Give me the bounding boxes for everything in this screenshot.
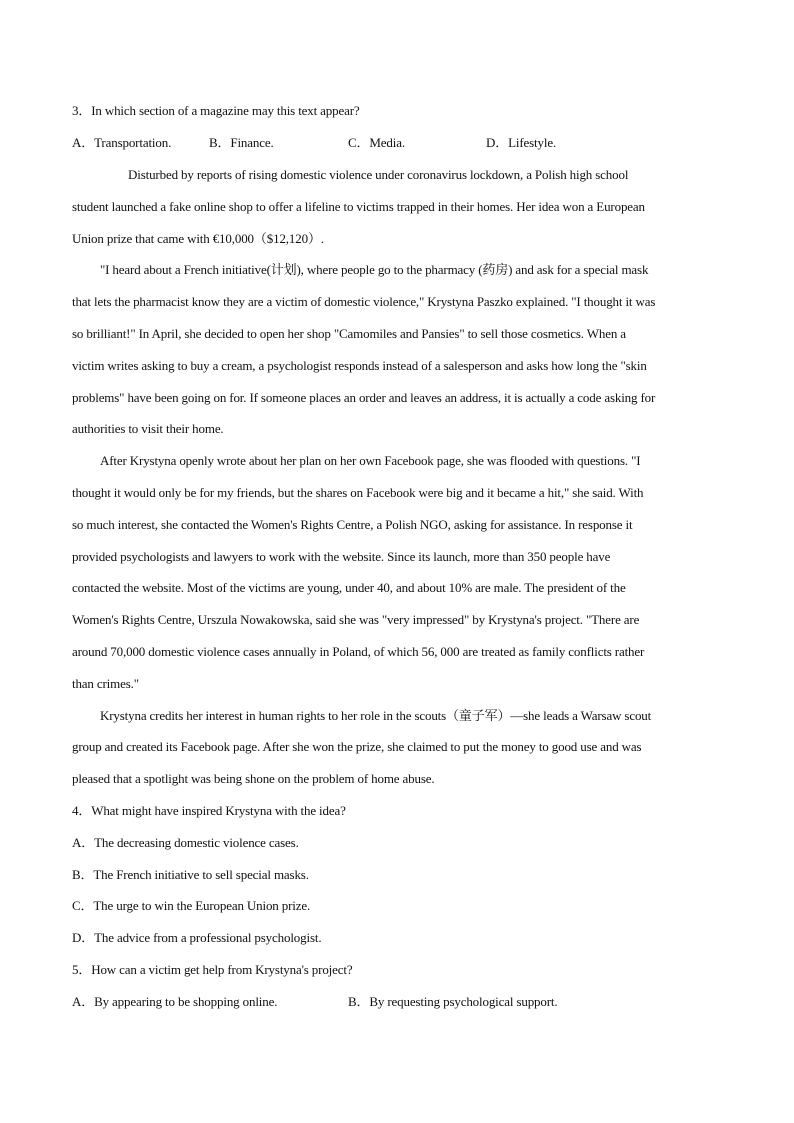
passage-p3-line: Women's Rights Centre, Urszula Nowakowska, said she was "very impressed" by Krystyna's project. "There are — [72, 612, 640, 627]
q3-option-c: C．Media. — [348, 135, 405, 150]
passage-p3-line: provided psychologists and lawyers to work with the website. Since its launch, more than 350 people have — [72, 549, 611, 564]
passage-p3-line: than crimes." — [72, 676, 139, 691]
passage-p4-line: pleased that a spotlight was being shone on the problem of home abuse. — [72, 771, 435, 786]
question-5-options — [72, 994, 722, 1010]
question-5: 5．How can a victim get help from Krystyna's project? — [72, 962, 353, 977]
passage-p3-line: After Krystyna openly wrote about her plan on her own Facebook page, she was flooded with questions. "I — [100, 453, 641, 468]
q3-option-a: A．Transportation. — [72, 135, 172, 150]
passage-p2-line: authorities to visit their home. — [72, 421, 224, 436]
passage-p3-line: so much interest, she contacted the Women's Rights Centre, a Polish NGO, asking for assistance. In response it — [72, 517, 633, 532]
question-3: 3．In which section of a magazine may this text appear? — [72, 103, 360, 118]
q5-option-a: A．By appearing to be shopping online. — [72, 994, 278, 1009]
passage-p4-line: Krystyna credits her interest in human rights to her role in the scouts（童子军）—she leads a Warsaw scout — [100, 708, 652, 723]
passage-p2-line: victim writes asking to buy a cream, a psychologist responds instead of a salesperson and asks how long the "skin — [72, 358, 647, 373]
q3-option-d: D．Lifestyle. — [486, 135, 557, 150]
passage-p4-line: group and created its Facebook page. After she won the prize, she claimed to put the money to good use and was — [72, 739, 642, 754]
passage-p1-line: student launched a fake online shop to offer a lifeline to victims trapped in their homes. Her idea won a European — [72, 199, 645, 214]
passage-p2-line: so brilliant!" In April, she decided to open her shop "Camomiles and Pansies" to sell those cosmetics. When a — [72, 326, 626, 341]
q4-option-a: A．The decreasing domestic violence cases. — [72, 835, 299, 850]
question-3-options — [72, 135, 722, 151]
q4-option-d: D．The advice from a professional psychologist. — [72, 930, 322, 945]
passage-p1-line: Disturbed by reports of rising domestic violence under coronavirus lockdown, a Polish high school — [128, 167, 629, 182]
passage-p3-line: around 70,000 domestic violence cases annually in Poland, of which 56, 000 are treated as family conflicts rather — [72, 644, 645, 659]
q3-option-b: B．Finance. — [209, 135, 274, 150]
q4-option-b: B．The French initiative to sell special masks. — [72, 867, 309, 882]
passage-p3-line: thought it would only be for my friends, but the shares on Facebook were big and it became a hit," she said. With — [72, 485, 644, 500]
question-4: 4．What might have inspired Krystyna with the idea? — [72, 803, 346, 818]
passage-p2-line: problems" have been going on for. If someone places an order and leaves an address, it is actually a code asking for — [72, 390, 656, 405]
passage-p2-line: "I heard about a French initiative(计划), where people go to the pharmacy (药房) and ask for a special mask — [100, 262, 649, 277]
q5-option-b: B．By requesting psychological support. — [348, 994, 558, 1009]
q4-option-c: C．The urge to win the European Union prize. — [72, 898, 311, 913]
passage-p1-line: Union prize that came with €10,000（$12,120）. — [72, 231, 324, 246]
passage-p2-line: that lets the pharmacist know they are a victim of domestic violence," Krystyna Paszko explained. "I thought it was — [72, 294, 656, 309]
passage-p3-line: contacted the website. Most of the victims are young, under 40, and about 10% are male. The president of the — [72, 580, 626, 595]
